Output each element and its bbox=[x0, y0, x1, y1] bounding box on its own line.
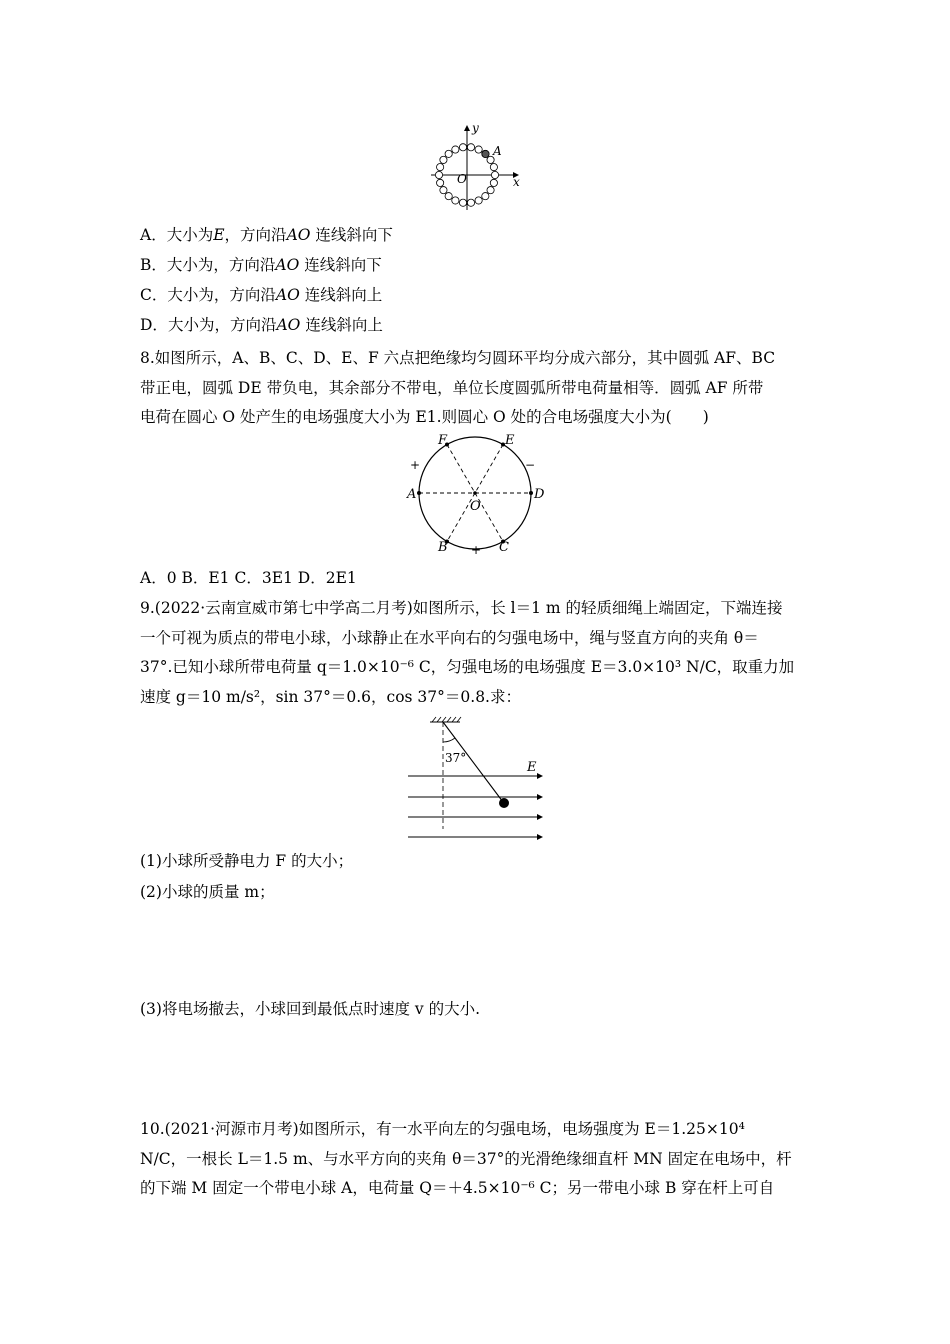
hex-label-O: O bbox=[470, 499, 481, 514]
bead bbox=[445, 150, 452, 157]
option-7c: C．大小为，方向沿AO 连线斜向上 bbox=[140, 286, 383, 304]
bead bbox=[475, 146, 482, 153]
charged-ball bbox=[499, 798, 509, 808]
plus-sign-BC: + bbox=[471, 543, 482, 557]
q8-line3: 电荷在圆心 O 处产生的电场强度大小为 E1.则圆心 O 处的合电场强度大小为( ) bbox=[140, 408, 709, 426]
label-A: A bbox=[493, 144, 502, 158]
bead bbox=[490, 179, 497, 186]
option-7d: D．大小为，方向沿AO 连线斜向上 bbox=[140, 316, 383, 334]
bead bbox=[459, 144, 466, 151]
question-8 bbox=[140, 344, 812, 433]
bead-A bbox=[482, 150, 489, 157]
hex-label-D: D bbox=[534, 487, 545, 502]
bead bbox=[475, 197, 482, 204]
q10-line1: 10.(2021·河源市月考)如图所示，有一水平向左的匀强电场，电场强度为 E＝1.25×10⁴ bbox=[140, 1120, 745, 1138]
option-7a: A．大小为E，方向沿AO 连线斜向下 bbox=[140, 226, 393, 244]
bead bbox=[445, 193, 452, 200]
pendulum-figure bbox=[405, 716, 550, 841]
bead bbox=[452, 197, 459, 204]
label-x: x bbox=[513, 175, 520, 189]
ring-figure bbox=[425, 120, 525, 210]
bead bbox=[435, 171, 442, 178]
bead bbox=[482, 193, 489, 200]
field-label-E: E bbox=[527, 760, 537, 775]
bead bbox=[490, 164, 497, 171]
q9-sub1: (1)小球所受静电力 F 的大小； bbox=[140, 852, 354, 870]
option-7b: B．大小为，方向沿AO 连线斜向下 bbox=[140, 256, 382, 274]
hex-label-B: B bbox=[438, 540, 448, 555]
bead bbox=[491, 171, 498, 178]
q9-sub3: (3)将电场撤去，小球回到最低点时速度 v 的大小. bbox=[140, 1000, 480, 1018]
bead bbox=[437, 179, 444, 186]
q8-options: A．0 B．E1 C．3E1 D．2E1 bbox=[140, 569, 357, 587]
question-9 bbox=[140, 594, 812, 712]
q9-line1: 9.(2022·云南宣威市第七中学高二月考)如图所示，长 l＝1 m 的轻质细绳上端固定，下端连接 bbox=[140, 599, 783, 617]
bead bbox=[452, 146, 459, 153]
bead bbox=[459, 199, 466, 206]
bead bbox=[467, 144, 474, 151]
minus-sign-DE: − bbox=[525, 458, 536, 472]
hex-label-F: F bbox=[438, 433, 448, 448]
label-O: O bbox=[457, 172, 467, 186]
hex-label-E: E bbox=[505, 433, 515, 448]
q8-line1: 8.如图所示，A、B、C、D、E、F 六点把绝缘均匀圆环平均分成六部分，其中圆弧 AF、BC bbox=[140, 349, 776, 367]
hex-label-A: A bbox=[407, 487, 417, 502]
q9-sub2: (2)小球的质量 m； bbox=[140, 883, 275, 901]
q10-line3: 的下端 M 固定一个带电小球 A，电荷量 Q＝＋4.5×10⁻⁶ C；另一带电小球 B 穿在杆上可自 bbox=[140, 1179, 775, 1197]
hexagon-circle-figure bbox=[400, 432, 550, 557]
q9-line3: 37°.已知小球所带电荷量 q＝1.0×10⁻⁶ C，匀强电场的电场强度 E＝3.0×10³ N/C，取重力加 bbox=[140, 658, 795, 676]
bead bbox=[437, 164, 444, 171]
question-10 bbox=[140, 1115, 812, 1204]
plus-sign-AF: + bbox=[410, 458, 421, 472]
q9-line4: 速度 g＝10 m/s²，sin 37°＝0.6，cos 37°＝0.8.求： bbox=[140, 687, 521, 706]
bead bbox=[440, 156, 447, 163]
angle-label: 37° bbox=[445, 751, 467, 765]
bead bbox=[487, 187, 494, 194]
q10-line2: N/C，一根长 L＝1.5 m、与水平方向的夹角 θ＝37°的光滑绝缘细直杆 MN 固定在电场中，杆 bbox=[140, 1149, 792, 1168]
hex-label-C: C bbox=[499, 540, 509, 555]
bead bbox=[440, 187, 447, 194]
q9-line2: 一个可视为质点的带电小球，小球静止在水平向右的匀强电场中，绳与竖直方向的夹角 θ＝ bbox=[140, 628, 759, 647]
q8-line2: 带正电，圆弧 DE 带负电，其余部分不带电，单位长度圆弧所带电荷量相等．圆弧 AF 所带 bbox=[140, 378, 764, 397]
label-y: y bbox=[472, 121, 479, 135]
bead bbox=[467, 199, 474, 206]
